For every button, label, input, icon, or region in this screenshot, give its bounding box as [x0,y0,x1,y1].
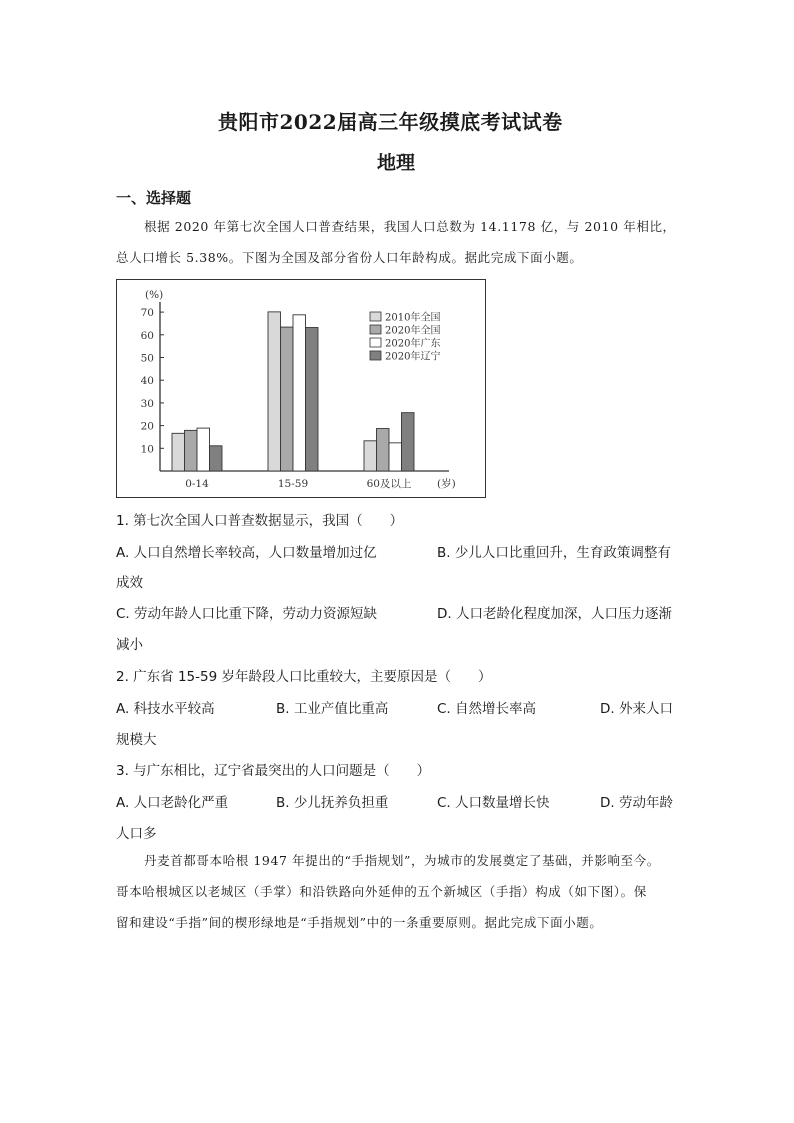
bar [172,433,185,471]
bar [268,312,281,471]
question-1-option-c[interactable]: C. 劳动年龄人口比重下降，劳动力资源短缺 [116,606,378,622]
legend-label: 2020年广东 [385,338,441,350]
bar [364,441,377,471]
question-3-option-a[interactable]: A. 人口老龄化严重 [116,795,229,811]
section-heading: 一、选择题 [116,189,192,207]
legend-label: 2020年辽宁 [385,351,441,363]
question-3-option-b[interactable]: B. 少儿抚养负担重 [276,795,389,811]
bar [377,429,390,471]
passage-line: 根据 2020 年第七次全国人口普查结果，我国人口总数为 14.1178 亿，与 2010 年相比， [144,219,676,234]
bar [197,428,210,471]
bar [306,328,319,471]
question-1-option-b[interactable]: B. 少儿人口比重回升，生育政策调整有 [437,545,671,561]
question-3-option-d[interactable]: D. 劳动年龄 [600,795,673,811]
passage-line: 丹麦首都哥本哈根 1947 年提出的“手指规划”，为城市的发展奠定了基础，并影响至今。 [144,853,660,868]
question-3-stem: 3. 与广东相比，辽宁省最突出的人口问题是（ ） [116,763,431,779]
bar [402,413,415,471]
question-1-option-d-cont: 减小 [116,637,143,653]
legend-swatch [370,338,381,347]
bar [293,315,306,471]
chart-svg [117,280,484,496]
bar [185,430,198,471]
passage-line: 留和建设“手指”间的楔形绿地是“手指规划”中的一条重要原则。据此完成下面小题。 [116,915,603,930]
bar [281,327,294,471]
question-2-option-d-cont: 规模大 [116,732,157,748]
question-3-option-d-cont: 人口多 [116,826,157,842]
question-2-option-a[interactable]: A. 科技水平较高 [116,701,215,717]
question-2-stem: 2. 广东省 15-59 岁年龄段人口比重较大，主要原因是（ ） [116,669,492,685]
y-tick-label: 60 [140,329,154,342]
question-3-option-c[interactable]: C. 人口数量增长快 [437,795,550,811]
x-tick-label: 15-59 [277,478,309,490]
question-1-stem: 1. 第七次全国人口普查数据显示，我国（ ） [116,513,404,529]
question-1-option-b-cont: 成效 [116,575,143,591]
exam-title: 贵阳市2022届高三年级摸底考试试卷 [218,110,563,134]
passage-line: 哥本哈根城区以老城区（手掌）和沿铁路向外延伸的五个新城区（手指）构成（如下图）。保 [116,884,647,899]
legend-swatch [370,325,381,334]
bar [389,443,402,471]
population-age-chart [116,279,486,498]
question-1-option-a[interactable]: A. 人口自然增长率较高，人口数量增加过亿 [116,545,377,561]
passage-line: 总人口增长 5.38%。下图为全国及部分省份人口年龄构成。据此完成下面小题。 [116,250,583,265]
x-tick-label: 60及以上 [366,478,412,490]
y-axis-unit: (%) [145,289,164,301]
y-tick-label: 30 [140,397,154,410]
legend-label: 2010年全国 [385,312,441,324]
bar [210,446,223,471]
question-2-option-c[interactable]: C. 自然增长率高 [437,701,537,717]
question-2-option-d[interactable]: D. 外来人口 [600,701,673,717]
x-axis-unit: (岁) [437,478,456,490]
y-tick-label: 20 [140,420,154,433]
legend-swatch [370,351,381,360]
y-tick-label: 10 [140,443,154,456]
legend-swatch [370,312,381,321]
x-tick-label: 0-14 [185,478,209,490]
y-tick-label: 40 [140,375,154,388]
question-1-option-d[interactable]: D. 人口老龄化程度加深，人口压力逐渐 [437,606,672,622]
legend-label: 2020年全国 [385,325,441,337]
question-2-option-b[interactable]: B. 工业产值比重高 [276,701,389,717]
subject-title: 地理 [377,152,416,174]
y-tick-label: 50 [140,352,154,365]
y-tick-label: 70 [140,307,154,320]
